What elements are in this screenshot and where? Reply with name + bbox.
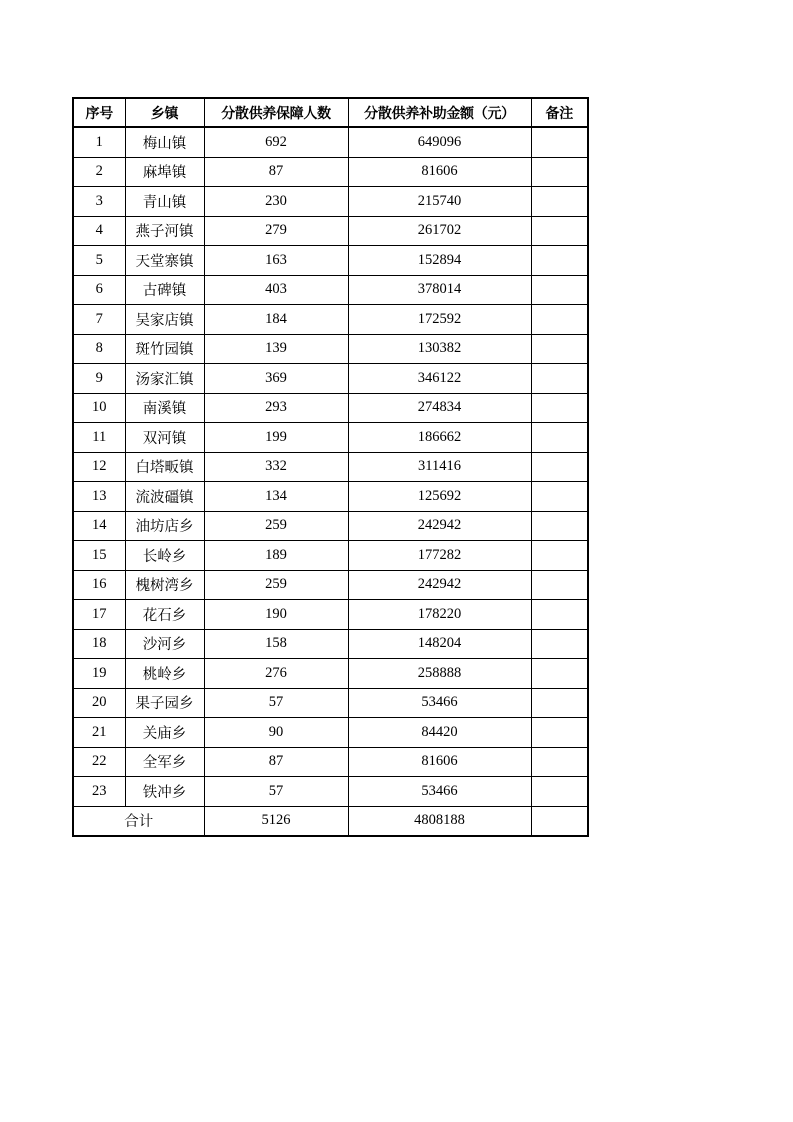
cell-note	[531, 187, 588, 217]
cell-people: 369	[204, 364, 348, 394]
cell-note	[531, 777, 588, 807]
cell-note	[531, 275, 588, 305]
cell-index: 23	[73, 777, 125, 807]
cell-amount: 53466	[348, 777, 531, 807]
cell-amount: 130382	[348, 334, 531, 364]
cell-township: 汤家汇镇	[125, 364, 204, 394]
table-row	[73, 718, 588, 748]
cell-index: 15	[73, 541, 125, 571]
cell-people: 190	[204, 600, 348, 630]
cell-note	[531, 541, 588, 571]
cell-index: 10	[73, 393, 125, 423]
cell-people: 230	[204, 187, 348, 217]
cell-note	[531, 629, 588, 659]
cell-people: 189	[204, 541, 348, 571]
cell-index: 2	[73, 157, 125, 187]
cell-note	[531, 393, 588, 423]
cell-amount: 378014	[348, 275, 531, 305]
cell-township: 南溪镇	[125, 393, 204, 423]
cell-index: 19	[73, 659, 125, 689]
table-row	[73, 570, 588, 600]
cell-note	[531, 482, 588, 512]
cell-index: 12	[73, 452, 125, 482]
cell-index: 14	[73, 511, 125, 541]
table-row	[73, 482, 588, 512]
cell-index: 4	[73, 216, 125, 246]
cell-amount: 125692	[348, 482, 531, 512]
cell-township: 桃岭乡	[125, 659, 204, 689]
header-township: 乡镇	[125, 98, 204, 127]
cell-amount: 649096	[348, 127, 531, 157]
cell-index: 16	[73, 570, 125, 600]
cell-people: 163	[204, 246, 348, 276]
cell-index: 18	[73, 629, 125, 659]
cell-note	[531, 246, 588, 276]
cell-amount: 178220	[348, 600, 531, 630]
cell-people: 293	[204, 393, 348, 423]
cell-township: 花石乡	[125, 600, 204, 630]
cell-people: 87	[204, 747, 348, 777]
cell-people: 259	[204, 570, 348, 600]
cell-note	[531, 511, 588, 541]
table-row	[73, 452, 588, 482]
cell-township: 青山镇	[125, 187, 204, 217]
cell-amount: 186662	[348, 423, 531, 453]
cell-township: 铁冲乡	[125, 777, 204, 807]
total-label: 合计	[73, 806, 204, 836]
header-people: 分散供养保障人数	[204, 98, 348, 127]
table-row	[73, 777, 588, 807]
cell-township: 油坊店乡	[125, 511, 204, 541]
cell-note	[531, 305, 588, 335]
cell-note	[531, 157, 588, 187]
table-row	[73, 747, 588, 777]
table-row	[73, 688, 588, 718]
table-row	[73, 305, 588, 335]
cell-people: 134	[204, 482, 348, 512]
total-amount: 4808188	[348, 806, 531, 836]
cell-note	[531, 718, 588, 748]
cell-note	[531, 423, 588, 453]
header-note: 备注	[531, 98, 588, 127]
header-amount: 分散供养补助金额（元）	[348, 98, 531, 127]
table-body	[73, 127, 588, 836]
cell-index: 3	[73, 187, 125, 217]
table-row	[73, 334, 588, 364]
cell-amount: 242942	[348, 570, 531, 600]
table-row	[73, 541, 588, 571]
cell-index: 21	[73, 718, 125, 748]
cell-township: 全军乡	[125, 747, 204, 777]
cell-people: 57	[204, 777, 348, 807]
cell-amount: 261702	[348, 216, 531, 246]
table-row	[73, 393, 588, 423]
cell-township: 槐树湾乡	[125, 570, 204, 600]
cell-index: 8	[73, 334, 125, 364]
cell-township: 斑竹园镇	[125, 334, 204, 364]
cell-note	[531, 600, 588, 630]
cell-people: 158	[204, 629, 348, 659]
cell-people: 184	[204, 305, 348, 335]
cell-index: 6	[73, 275, 125, 305]
cell-township: 燕子河镇	[125, 216, 204, 246]
cell-township: 沙河乡	[125, 629, 204, 659]
cell-note	[531, 364, 588, 394]
cell-people: 276	[204, 659, 348, 689]
cell-township: 梅山镇	[125, 127, 204, 157]
cell-amount: 177282	[348, 541, 531, 571]
cell-index: 17	[73, 600, 125, 630]
cell-amount: 215740	[348, 187, 531, 217]
cell-index: 9	[73, 364, 125, 394]
cell-amount: 172592	[348, 305, 531, 335]
table-row	[73, 423, 588, 453]
cell-amount: 258888	[348, 659, 531, 689]
cell-note	[531, 452, 588, 482]
cell-amount: 84420	[348, 718, 531, 748]
cell-township: 吴家店镇	[125, 305, 204, 335]
table-row	[73, 275, 588, 305]
subsidy-table	[72, 97, 589, 837]
cell-people: 692	[204, 127, 348, 157]
table-row	[73, 216, 588, 246]
cell-note	[531, 216, 588, 246]
table-row	[73, 364, 588, 394]
table-row	[73, 246, 588, 276]
cell-people: 259	[204, 511, 348, 541]
cell-township: 关庙乡	[125, 718, 204, 748]
table-row	[73, 157, 588, 187]
cell-index: 7	[73, 305, 125, 335]
header-index: 序号	[73, 98, 125, 127]
cell-amount: 311416	[348, 452, 531, 482]
cell-amount: 53466	[348, 688, 531, 718]
cell-township: 长岭乡	[125, 541, 204, 571]
cell-note	[531, 127, 588, 157]
cell-amount: 81606	[348, 747, 531, 777]
total-row	[73, 806, 588, 836]
cell-township: 古碑镇	[125, 275, 204, 305]
cell-amount: 152894	[348, 246, 531, 276]
cell-township: 白塔畈镇	[125, 452, 204, 482]
cell-note	[531, 659, 588, 689]
cell-note	[531, 747, 588, 777]
cell-township: 麻埠镇	[125, 157, 204, 187]
cell-index: 11	[73, 423, 125, 453]
cell-index: 13	[73, 482, 125, 512]
cell-people: 90	[204, 718, 348, 748]
cell-people: 57	[204, 688, 348, 718]
cell-township: 果子园乡	[125, 688, 204, 718]
cell-note	[531, 570, 588, 600]
total-note	[531, 806, 588, 836]
cell-index: 1	[73, 127, 125, 157]
table-header-row	[73, 98, 588, 127]
cell-index: 20	[73, 688, 125, 718]
cell-note	[531, 334, 588, 364]
cell-people: 332	[204, 452, 348, 482]
cell-amount: 81606	[348, 157, 531, 187]
table-row	[73, 127, 588, 157]
cell-people: 279	[204, 216, 348, 246]
cell-people: 199	[204, 423, 348, 453]
cell-township: 流波礓镇	[125, 482, 204, 512]
total-people: 5126	[204, 806, 348, 836]
cell-note	[531, 688, 588, 718]
cell-people: 139	[204, 334, 348, 364]
cell-amount: 346122	[348, 364, 531, 394]
table-row	[73, 511, 588, 541]
cell-index: 22	[73, 747, 125, 777]
cell-people: 403	[204, 275, 348, 305]
cell-index: 5	[73, 246, 125, 276]
cell-township: 天堂寨镇	[125, 246, 204, 276]
cell-amount: 274834	[348, 393, 531, 423]
table-row	[73, 629, 588, 659]
cell-people: 87	[204, 157, 348, 187]
table-row	[73, 659, 588, 689]
cell-amount: 148204	[348, 629, 531, 659]
table-row	[73, 187, 588, 217]
cell-amount: 242942	[348, 511, 531, 541]
cell-township: 双河镇	[125, 423, 204, 453]
table-row	[73, 600, 588, 630]
